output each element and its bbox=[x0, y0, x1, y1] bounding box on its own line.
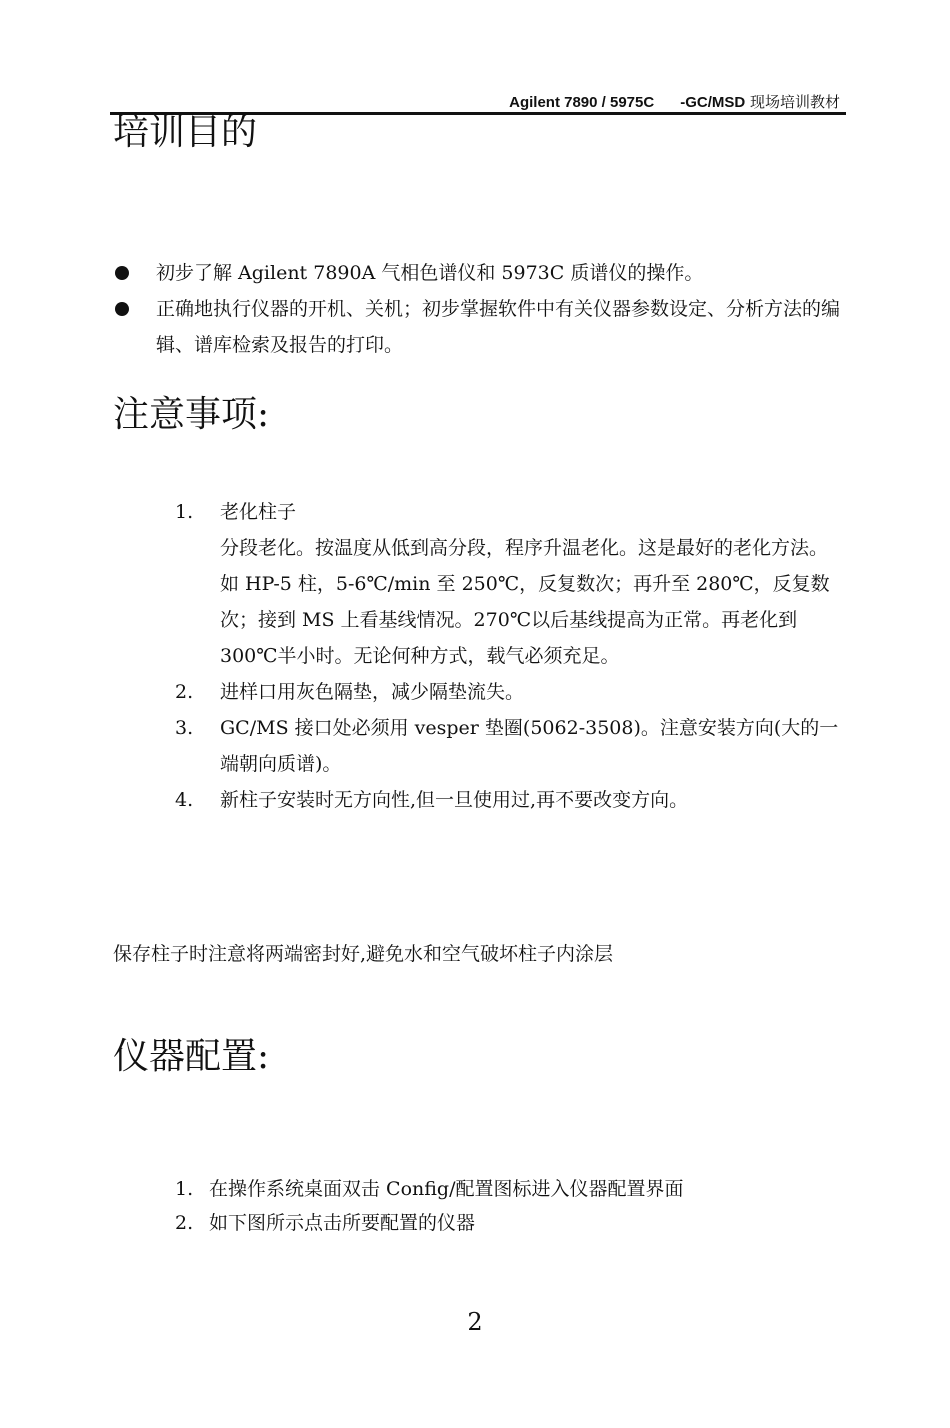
notes-list bbox=[175, 494, 845, 818]
config-title: 仪器配置: bbox=[113, 1036, 270, 1077]
storage-note: 保存柱子时注意将两端密封好,避免水和空气破坏柱子内涂层 bbox=[113, 943, 614, 965]
note-title: 进样口用灰色隔垫，减少隔垫流失。 bbox=[220, 681, 525, 703]
note-item bbox=[175, 782, 845, 818]
note-number: 1. bbox=[175, 501, 194, 523]
objective-item bbox=[113, 291, 853, 363]
config-steps-list bbox=[175, 1172, 684, 1240]
header-subtitle: 现场培训教材 bbox=[749, 93, 840, 111]
step-number: 1. bbox=[175, 1178, 194, 1200]
bullet-icon bbox=[115, 302, 129, 316]
note-title: 老化柱子 bbox=[220, 501, 297, 523]
header-text bbox=[509, 91, 840, 112]
config-step bbox=[175, 1172, 684, 1206]
note-number: 2. bbox=[175, 681, 194, 703]
page-number: 2 bbox=[467, 1308, 483, 1336]
objectives-list bbox=[113, 255, 853, 363]
note-number: 4. bbox=[175, 789, 194, 811]
objectives-title: 培训目的 bbox=[113, 112, 258, 153]
objective-text: 正确地执行仪器的开机、关机；初步掌握软件中有关仪器参数设定、分析方法的编辑、谱库检索及报告的打印。 bbox=[156, 298, 841, 356]
step-text: 在操作系统桌面双击 Config/配置图标进入仪器配置界面 bbox=[209, 1178, 684, 1200]
config-step bbox=[175, 1206, 684, 1240]
step-number: 2. bbox=[175, 1212, 194, 1234]
header-system: -GC/MSD bbox=[680, 94, 746, 111]
bullet-icon bbox=[115, 266, 129, 280]
note-title: GC/MS 接口处必须用 vesper 垫圈(5062-3508)。注意安装方向(大的一端朝向质谱)。 bbox=[220, 717, 839, 775]
objective-text: 初步了解 Agilent 7890A 气相色谱仪和 5973C 质谱仪的操作。 bbox=[156, 262, 704, 284]
note-item bbox=[175, 710, 845, 782]
step-text: 如下图所示点击所要配置的仪器 bbox=[209, 1212, 476, 1234]
note-number: 3. bbox=[175, 717, 194, 739]
objective-item bbox=[113, 255, 853, 291]
note-title: 新柱子安装时无方向性,但一旦使用过,再不要改变方向。 bbox=[220, 789, 689, 811]
header-model: Agilent 7890 / 5975C bbox=[509, 94, 655, 111]
note-item bbox=[175, 674, 845, 710]
note-item bbox=[175, 494, 845, 674]
note-body: 分段老化。按温度从低到高分段，程序升温老化。这是最好的老化方法。如 HP-5 柱，5-6℃/min 至 250℃，反复数次；再升至 280℃，反复数次；接到 MS 上看基线情况。270℃以后基线提高为正常。再老化到 300℃半小时。无论何种方式，载气必须充足。 bbox=[220, 537, 830, 667]
notes-title: 注意事项: bbox=[113, 394, 270, 435]
